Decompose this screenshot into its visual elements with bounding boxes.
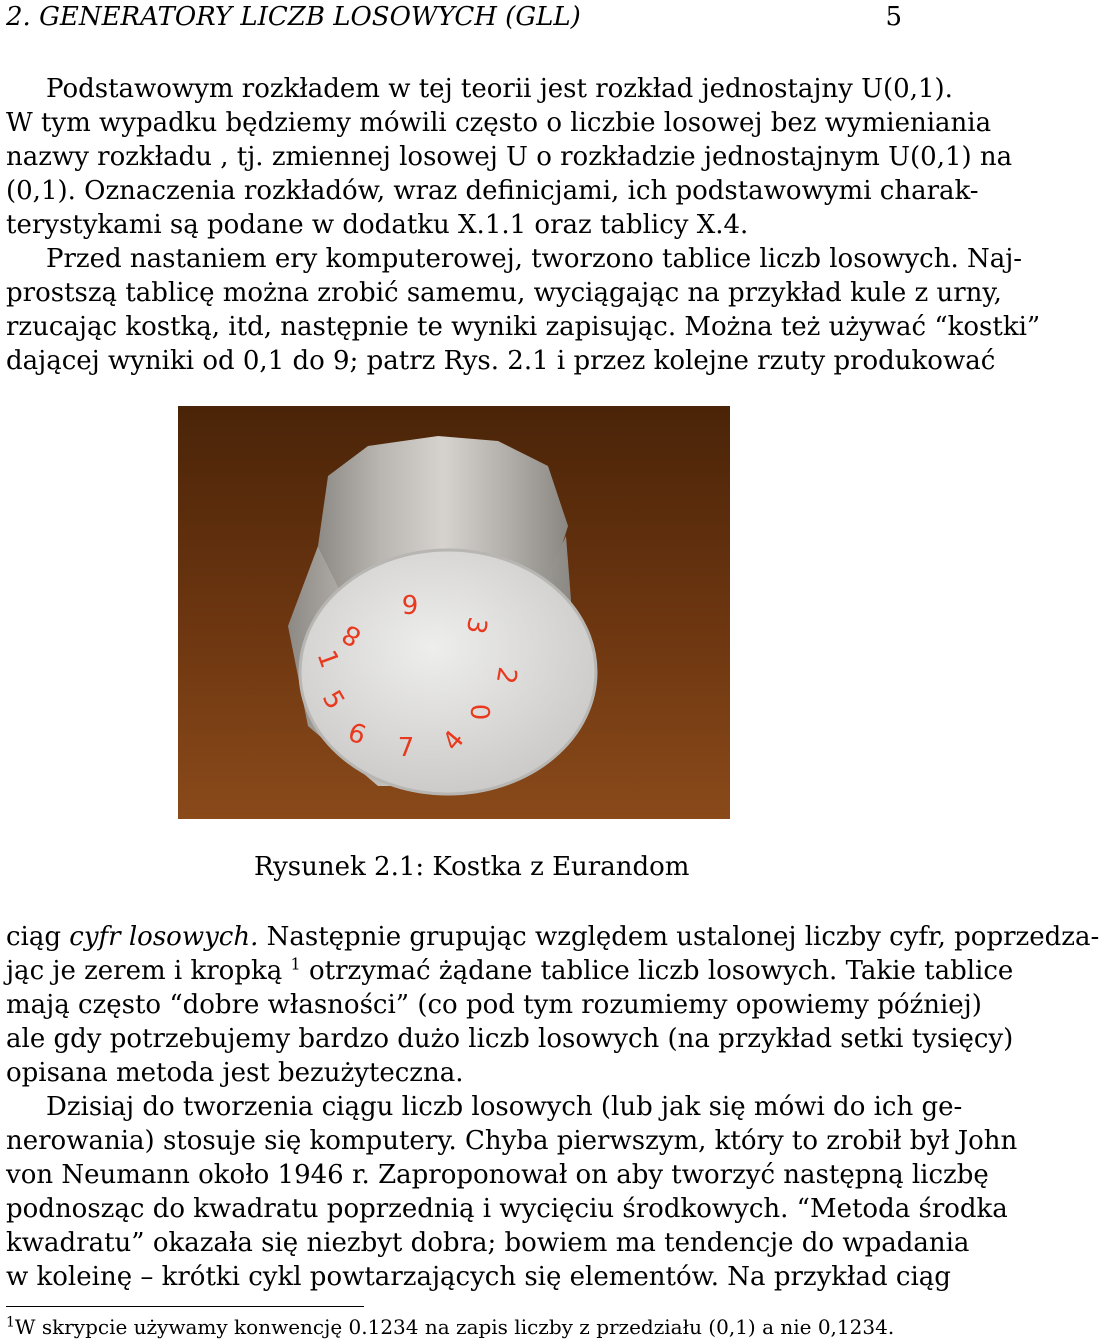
text-line: dającej wyniki od 0,1 do 9; patrz Rys. 2.1 i przez kolejne rzuty produkować	[6, 346, 996, 376]
page-number: 5	[885, 2, 902, 32]
die-digit: 8	[337, 617, 367, 653]
die-digit: 0	[467, 703, 497, 721]
section-title: 2. GENERATORY LICZB LOSOWYCH (GLL)	[6, 2, 581, 32]
text-span: otrzymać żądane tablice liczb losowych. Takie tablice	[300, 956, 1014, 986]
text-line: Podstawowym rozkładem w tej teorii jest rozkład jednostajny U(0,1).	[46, 74, 953, 104]
text-line: (0,1). Oznaczenia rozkładów, wraz definicjami, ich podstawowymi charak-	[6, 176, 979, 206]
text-line: ale gdy potrzebujemy bardzo dużo liczb losowych (na przykład setki tysięcy)	[6, 1024, 1014, 1054]
text-line: rzucając kostką, itd, następnie te wyniki zapisując. Można też używać “kostki”	[6, 312, 1041, 342]
die-digit: 5	[315, 685, 351, 715]
text-line	[6, 920, 1099, 954]
text-line: opisana metoda jest bezużyteczna.	[6, 1058, 464, 1088]
die-digit: 2	[489, 664, 523, 687]
text-line: von Neumann około 1946 r. Zaproponował on aby tworzyć następną liczbę	[6, 1160, 989, 1190]
text-span: ciąg	[6, 922, 70, 952]
text-line: prostszą tablicę można zrobić samemu, wyciągając na przykład kule z urny,	[6, 278, 1002, 308]
text-line: nazwy rozkładu , tj. zmiennej losowej U o rozkładzie jednostajnym U(0,1) na	[6, 142, 1013, 172]
die-digit: 4	[437, 724, 471, 757]
text-line: W tym wypadku będziemy mówili często o liczbie losowej bez wymieniania	[6, 108, 992, 138]
footnote	[6, 1314, 894, 1340]
text-span: Następnie grupując względem ustalonej liczby cyfr, poprzedza-	[258, 922, 1099, 952]
text-line: Przed nastaniem ery komputerowej, tworzono tablice liczb losowych. Naj-	[46, 244, 1023, 274]
text-line: nerowania) stosuje się komputery. Chyba pierwszym, który to zrobił był John	[6, 1126, 1018, 1156]
text-line: terystykami są podane w dodatku X.1.1 oraz tablicy X.4.	[6, 210, 749, 240]
text-span: jąc je zerem i kropką	[6, 956, 291, 986]
text-line: w koleinę – krótki cykl powtarzających się elementów. Na przykład ciąg	[6, 1262, 951, 1292]
text-line: podnosząc do kwadratu poprzednią i wycięciu środkowych. “Metoda środka	[6, 1194, 1008, 1224]
text-line: mają często “dobre własności” (co pod tym rozumiemy opowiemy później)	[6, 990, 982, 1020]
die-digit: 1	[310, 646, 345, 673]
footnote-marker: 1	[290, 954, 301, 974]
text-line: Dzisiaj do tworzenia ciągu liczb losowych (lub jak się mówi do ich ge-	[46, 1092, 963, 1122]
die-digit: 9	[401, 591, 419, 621]
emphasis-term: cyfr losowych.	[69, 922, 259, 952]
die-digit: 3	[459, 614, 493, 637]
footnote-divider	[6, 1306, 364, 1307]
footnote-number: 1	[6, 1314, 15, 1331]
figure-die-photo	[178, 406, 730, 819]
die-digit: 7	[397, 733, 415, 763]
die-photo	[178, 406, 730, 819]
footnote-text: W skrypcie używamy konwencję 0.1234 na zapis liczby z przedziału (0,1) a nie 0,1234.	[14, 1315, 895, 1339]
figure-caption: Rysunek 2.1: Kostka z Eurandom	[254, 852, 690, 882]
text-line	[6, 954, 1013, 988]
die-digit: 6	[343, 717, 370, 752]
text-line: kwadratu” okazała się niezbyt dobra; bowiem ma tendencje do wpadania	[6, 1228, 970, 1258]
